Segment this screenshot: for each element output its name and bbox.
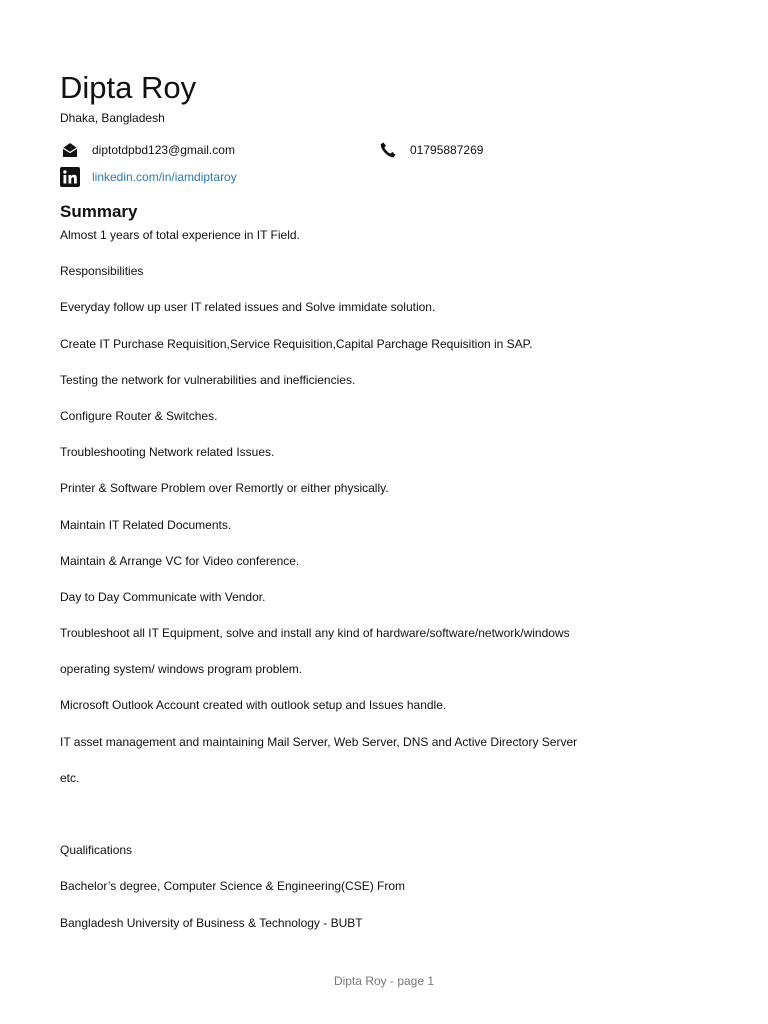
summary-line: Responsibilities [60, 264, 144, 279]
summary-line: IT asset management and maintaining Mail Server, Web Server, DNS and Active Directory Server [60, 734, 578, 749]
email-text: diptotdpbd123@gmail.com [92, 143, 235, 157]
blank-line [60, 805, 680, 841]
phone-text: 01795887269 [410, 143, 484, 157]
qualifications-heading: Qualifications [60, 843, 133, 858]
phone-icon [378, 140, 398, 160]
page-footer: Dipta Roy - page 1 [333, 974, 435, 988]
linkedin-contact[interactable] [60, 167, 237, 187]
summary-line: Day to Day Communicate with Vendor. [60, 589, 266, 604]
linkedin-link[interactable]: linkedin.com/in/iamdiptaroy [92, 170, 237, 184]
summary-heading: Summary [60, 202, 138, 221]
summary-line: Maintain IT Related Documents. [60, 517, 232, 532]
summary-line: Troubleshooting Network related Issues. [60, 445, 275, 460]
summary-line: Almost 1 years of total experience in IT Field. [60, 228, 300, 242]
qualification-line: Bangladesh University of Business & Technology - BUBT [60, 915, 363, 930]
summary-line: Troubleshoot all IT Equipment, solve and install any kind of hardware/software/network/windows [60, 626, 570, 641]
summary-line: Configure Router & Switches. [60, 408, 218, 423]
email-contact [60, 140, 235, 160]
summary-lines [60, 226, 680, 950]
phone-contact [378, 140, 483, 160]
summary-line: Everyday follow up user IT related issues and Solve immidate solution. [60, 300, 436, 315]
summary-line: Testing the network for vulnerabilities and inefficiencies. [60, 372, 356, 387]
qualification-line: Bachelor’s degree, Computer Science & Engineering(CSE) From [60, 879, 406, 894]
summary-line: Printer & Software Problem over Remortly or either physically. [60, 481, 389, 496]
location-text: Dhaka, Bangladesh [60, 111, 165, 125]
linkedin-icon [60, 167, 80, 187]
summary-line: operating system/ windows program problem. [60, 662, 303, 677]
summary-line: Microsoft Outlook Account created with outlook setup and Issues handle. [60, 698, 447, 713]
summary-line: Maintain & Arrange VC for Video conference. [60, 553, 300, 568]
resume-name: Dipta Roy [60, 70, 197, 105]
envelope-icon [60, 140, 80, 160]
summary-line: etc. [60, 770, 80, 785]
summary-line: Create IT Purchase Requisition,Service Requisition,Capital Parchage Requisition in SAP. [60, 336, 533, 351]
